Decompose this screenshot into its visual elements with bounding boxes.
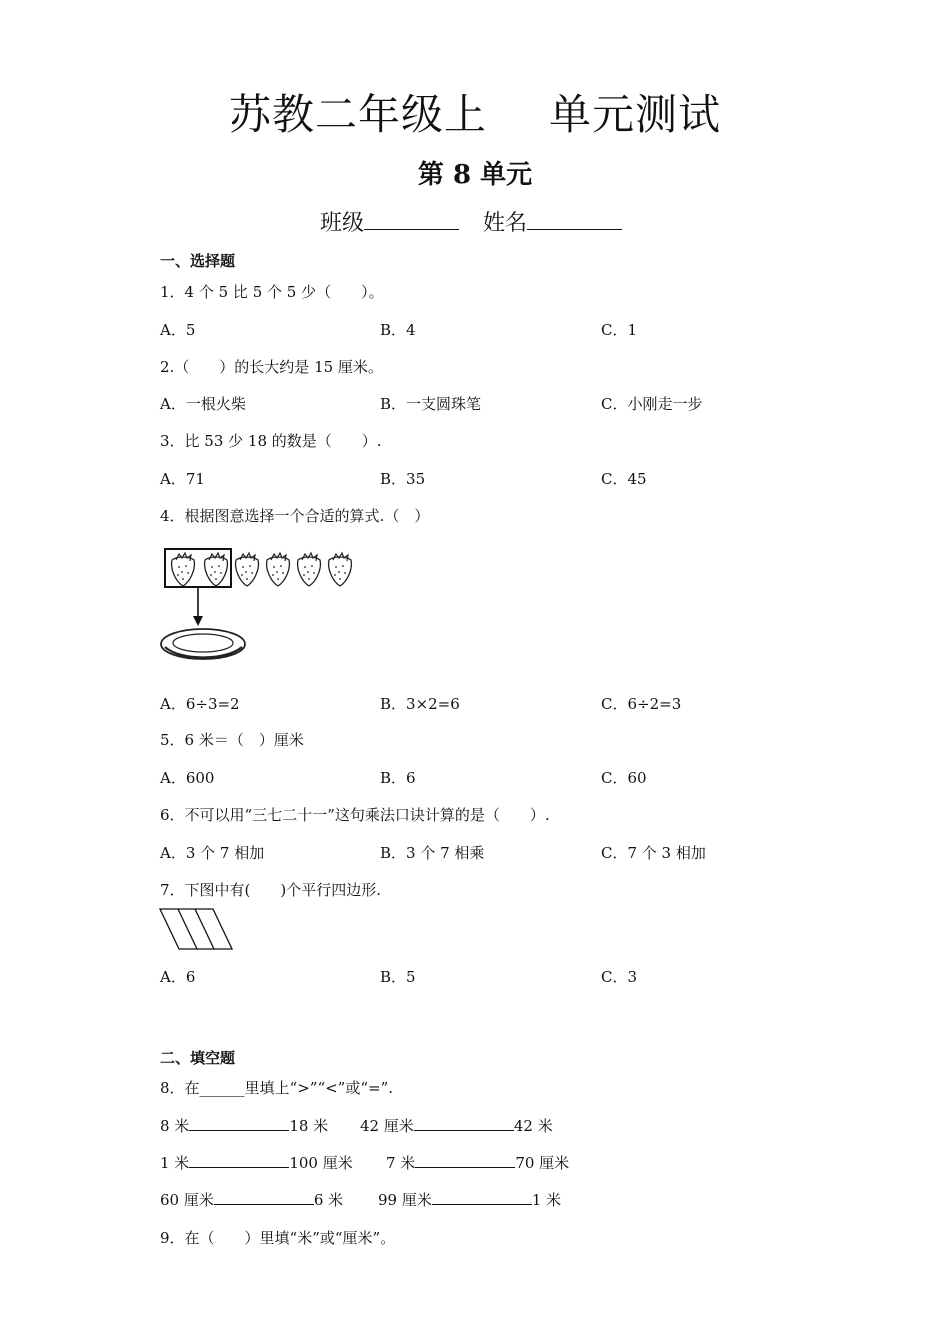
q7-option-c[interactable]: C．3 [601,968,638,986]
q6-option-c[interactable]: C．7 个 3 相加 [601,844,706,862]
compare-right: 18 米 [289,1117,329,1135]
q7-option-a[interactable]: A．6 [160,968,196,986]
name-label: 姓名 [483,211,528,236]
strawberry-plate-figure [160,544,360,669]
section-heading-choice: 一、选择题 [160,252,236,270]
compare-right: 70 厘米 [515,1154,570,1172]
strawberry-icon [172,553,195,586]
q4-option-a[interactable]: A．6÷3=2 [160,695,240,713]
strawberry-icon [205,553,228,586]
compare-blank[interactable] [189,1130,289,1131]
q3-option-b[interactable]: B．35 [380,470,426,488]
question-7: 7．下图中有( )个平行四边形. [160,881,382,899]
compare-blank[interactable] [415,1167,515,1168]
compare-right: 42 米 [513,1117,553,1135]
arrow-head-icon [193,616,203,626]
compare-right: 100 厘米 [289,1154,353,1172]
name-blank[interactable] [527,229,622,230]
strawberry-icon [236,553,259,586]
compare-left: 8 米 [160,1117,190,1135]
question-8: 8．在______里填上“>”“<”或“=”. [160,1079,394,1097]
compare-item [160,1189,343,1210]
compare-left: 1 米 [160,1154,190,1172]
q3-option-c[interactable]: C．45 [601,470,647,488]
compare-blank[interactable] [214,1204,314,1205]
q2-option-a[interactable]: A．一根火柴 [160,395,246,413]
compare-left: 42 厘米 [360,1117,414,1135]
compare-right: 1 米 [531,1191,562,1209]
q1-option-a[interactable]: A．5 [160,321,196,339]
compare-item [160,1115,328,1136]
question-6: 6．不可以用“三七二十一”这句乘法口诀计算的是（ ）. [160,806,550,824]
compare-item [360,1115,553,1136]
q2-option-c[interactable]: C．小刚走一步 [601,395,703,413]
q5-option-b[interactable]: B．6 [380,769,416,787]
compare-blank[interactable] [432,1204,532,1205]
q6-option-b[interactable]: B．3 个 7 相乘 [380,844,485,862]
compare-item [378,1189,561,1210]
class-blank[interactable] [364,229,459,230]
title-right: 单元测试 [549,90,722,139]
page-title [0,82,950,142]
q1-option-c[interactable]: C．1 [601,321,638,339]
compare-right: 6 米 [313,1191,344,1209]
q7-option-b[interactable]: B．5 [380,968,416,986]
question-2: 2.（ ）的长大约是 15 厘米。 [160,358,383,376]
q6-option-a[interactable]: A．3 个 7 相加 [160,844,265,862]
compare-blank[interactable] [189,1167,289,1168]
q4-option-b[interactable]: B．3×2=6 [380,695,460,713]
class-name-line [320,206,622,237]
strawberry-icon [329,553,352,586]
title-left: 苏教二年级上 [228,90,487,139]
question-5: 5．6 米＝（ ）厘米 [160,731,304,749]
unit-subtitle: 第 8 单元 [417,160,533,190]
compare-item [160,1152,353,1173]
parallelogram-figure [158,906,236,952]
q4-option-c[interactable]: C．6÷2=3 [601,695,682,713]
q3-option-a[interactable]: A．71 [160,470,205,488]
q2-option-b[interactable]: B．一支圆珠笔 [380,395,482,413]
q5-option-c[interactable]: C．60 [601,769,647,787]
question-9: 9．在（ ）里填“米”或“厘米”。 [160,1229,396,1247]
strawberry-icon [267,553,290,586]
strawberry-icon [298,553,321,586]
parallelogram-outline [160,909,232,949]
divider-line [178,909,197,949]
compare-blank[interactable] [414,1130,514,1131]
q5-option-a[interactable]: A．600 [160,769,215,787]
class-label: 班级 [320,211,365,236]
section-heading-fill: 二、填空题 [160,1049,236,1067]
question-4: 4．根据图意选择一个合适的算式.（ ） [160,507,430,525]
question-3: 3．比 53 少 18 的数是（ ）. [160,432,382,450]
plate-icon [161,629,245,659]
q1-option-b[interactable]: B．4 [380,321,416,339]
divider-line [195,909,214,949]
compare-left: 60 厘米 [160,1191,214,1209]
compare-left: 7 米 [386,1154,416,1172]
compare-left: 99 厘米 [378,1191,432,1209]
question-1: 1．4 个 5 比 5 个 5 少（ ）。 [160,283,384,301]
compare-item [386,1152,569,1173]
